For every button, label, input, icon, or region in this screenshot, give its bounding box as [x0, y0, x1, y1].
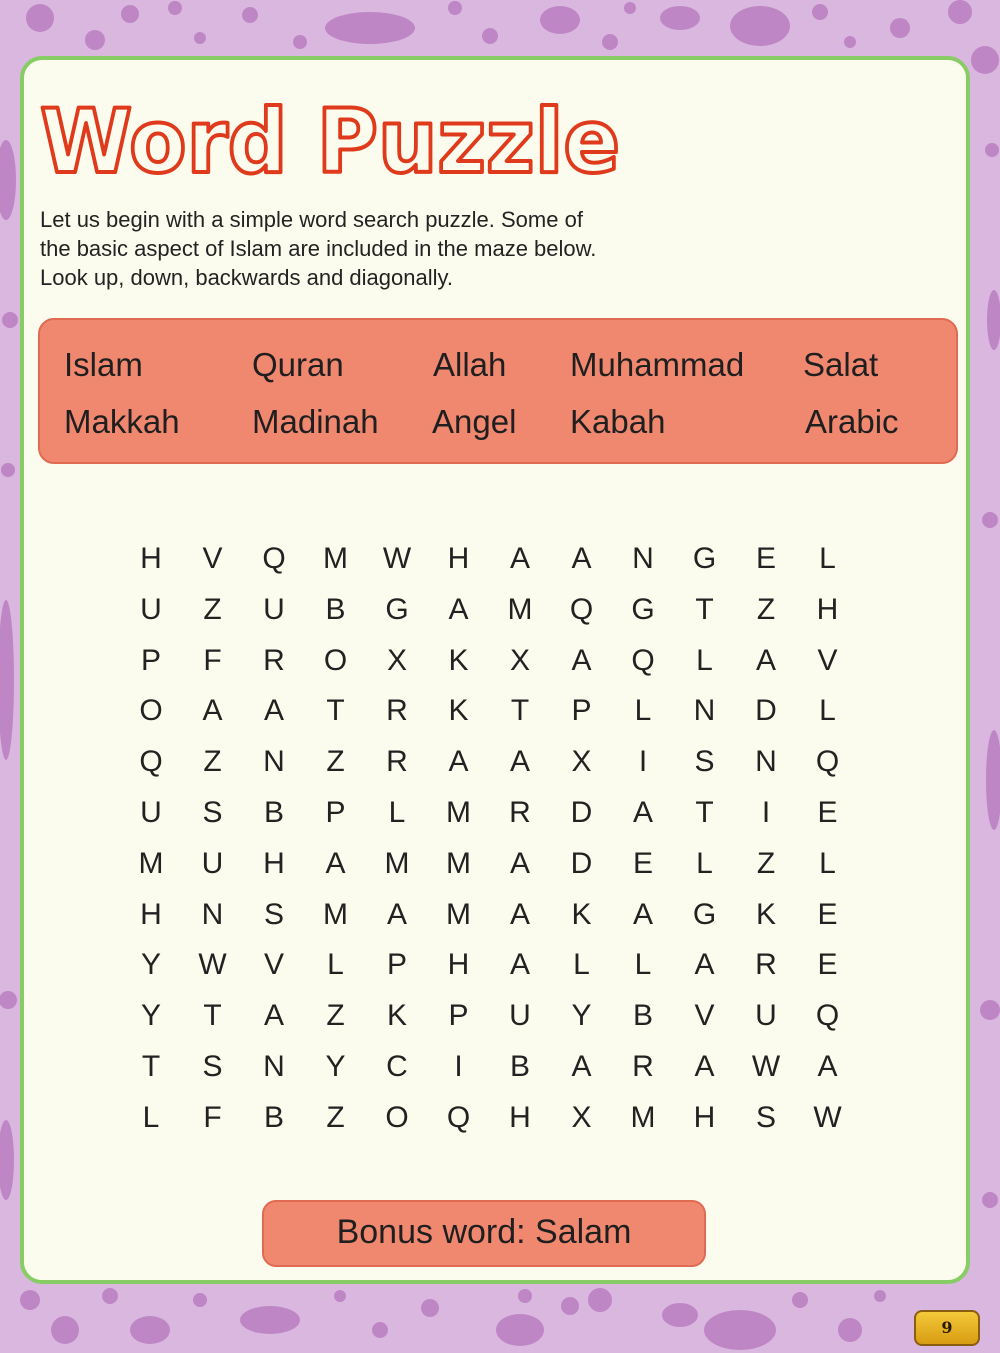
grid-letter[interactable]: K [386, 999, 407, 1033]
grid-letter[interactable]: W [813, 1100, 842, 1134]
grid-letter[interactable]: L [142, 1100, 160, 1134]
grid-letter[interactable]: U [140, 796, 162, 829]
grid-letter[interactable]: N [263, 745, 285, 779]
grid-letter[interactable]: A [694, 1050, 715, 1083]
grid-letter[interactable]: L [634, 694, 652, 728]
grid-letter[interactable]: A [817, 1050, 838, 1083]
grid-letter[interactable]: L [388, 796, 406, 829]
grid-letter[interactable]: A [448, 592, 469, 626]
grid-letter[interactable]: L [634, 948, 652, 982]
grid-letter[interactable]: R [632, 1050, 654, 1083]
grid-letter[interactable]: O [385, 1100, 409, 1134]
grid-letter[interactable]: L [573, 948, 590, 982]
grid-letter[interactable]: I [761, 796, 771, 829]
grid-letter[interactable]: P [571, 694, 592, 728]
bonus-word-text: Bonus word: Salam [336, 1213, 632, 1251]
grid-letter[interactable]: U [140, 592, 162, 626]
grid-letter[interactable]: M [323, 897, 348, 931]
grid-letter[interactable]: Z [756, 592, 776, 626]
grid-letter[interactable]: M [630, 1100, 656, 1134]
grid-letter[interactable]: F [203, 1100, 222, 1134]
grid-letter[interactable]: L [819, 846, 836, 880]
intro-line: Look up, down, backwards and diagonally. [40, 265, 453, 290]
grid-letter[interactable]: U [755, 999, 777, 1033]
grid-letter[interactable]: H [816, 592, 839, 626]
grid-letter[interactable]: W [382, 542, 412, 575]
grid-letter[interactable]: Y [140, 999, 161, 1033]
grid-letter[interactable]: K [448, 643, 469, 677]
word-item: Kabah [570, 403, 666, 440]
grid-letter[interactable]: T [141, 1050, 161, 1083]
grid-letter[interactable]: M [446, 796, 471, 829]
grid-letter[interactable]: H [140, 897, 162, 931]
word-item: Madinah [252, 403, 379, 440]
grid-letter[interactable]: Q [262, 542, 286, 575]
grid-letter[interactable]: X [509, 643, 530, 677]
grid-letter[interactable]: V [694, 999, 715, 1033]
grid-letter[interactable]: Z [203, 592, 222, 626]
grid-letter[interactable]: G [692, 542, 717, 575]
grid-letter[interactable]: R [263, 643, 285, 677]
grid-letter[interactable]: M [507, 592, 533, 626]
grid-letter[interactable]: G [631, 592, 655, 626]
word-item: Allah [433, 346, 507, 383]
grid-letter[interactable]: A [571, 643, 592, 677]
grid-letter[interactable]: Z [756, 846, 776, 880]
word-item: Muhammad [570, 346, 745, 383]
grid-letter[interactable]: E [817, 948, 838, 982]
grid-letter[interactable]: A [694, 948, 715, 982]
grid-letter[interactable]: A [632, 897, 653, 931]
title-text: Word Puzzle [40, 92, 620, 192]
grid-letter[interactable]: N [201, 897, 224, 931]
word-item: Islam [64, 346, 143, 383]
grid-letter[interactable]: D [755, 694, 777, 728]
grid-letter[interactable]: M [446, 897, 471, 931]
grid-letter[interactable]: Z [326, 1100, 345, 1134]
grid-letter[interactable]: S [263, 897, 284, 931]
grid-letter[interactable]: W [751, 1050, 781, 1083]
grid-letter[interactable]: U [201, 846, 224, 880]
grid-letter[interactable]: H [263, 846, 285, 880]
grid-letter[interactable]: T [695, 796, 714, 829]
word-item: Salat [803, 346, 879, 383]
grid-letter[interactable]: I [638, 745, 648, 779]
grid-letter[interactable]: N [263, 1050, 285, 1083]
grid-letter[interactable]: A [202, 694, 223, 728]
grid-letter[interactable]: A [325, 846, 346, 880]
grid-letter[interactable]: X [571, 1100, 592, 1134]
grid-letter[interactable]: T [510, 694, 530, 728]
grid-letter[interactable]: A [509, 542, 530, 575]
grid-letter[interactable]: C [386, 1050, 408, 1083]
grid-letter[interactable]: A [509, 846, 530, 880]
grid-letter[interactable]: A [509, 948, 530, 982]
grid-letter[interactable]: V [202, 542, 223, 575]
grid-letter[interactable]: S [202, 1050, 223, 1083]
grid-letter[interactable]: H [509, 1100, 531, 1134]
grid-letter[interactable]: R [509, 796, 531, 829]
intro-paragraph [40, 205, 700, 292]
grid-letter[interactable]: A [509, 897, 530, 931]
word-item: Arabic [805, 403, 899, 440]
page-title [36, 92, 636, 192]
grid-letter[interactable]: A [571, 1050, 592, 1083]
grid-letter[interactable]: P [325, 796, 346, 829]
grid-letter[interactable]: R [386, 694, 408, 728]
grid-letter[interactable]: Z [326, 999, 345, 1033]
grid-letter[interactable]: X [571, 745, 592, 779]
grid-letter[interactable]: T [203, 999, 222, 1033]
grid-letter[interactable]: A [386, 897, 407, 931]
grid-letter[interactable]: P [448, 999, 469, 1033]
grid-letter[interactable]: M [323, 542, 348, 575]
grid-letter[interactable]: A [263, 999, 284, 1033]
grid-letter[interactable]: G [692, 897, 717, 931]
grid-letter[interactable]: Q [569, 592, 594, 626]
grid-letter[interactable]: B [263, 1100, 284, 1134]
grid-letter[interactable]: R [386, 745, 408, 779]
grid-letter[interactable]: Z [203, 745, 222, 779]
grid-letter[interactable]: S [694, 745, 715, 779]
grid-letter[interactable]: V [263, 948, 284, 982]
grid-letter[interactable]: D [570, 846, 593, 880]
grid-letter[interactable]: H [447, 542, 470, 575]
grid-letter[interactable]: B [632, 999, 653, 1033]
grid-letter[interactable]: A [571, 542, 592, 575]
grid-letter[interactable]: L [819, 542, 836, 575]
grid-letter[interactable]: T [695, 592, 714, 626]
grid-letter[interactable]: P [140, 643, 161, 677]
grid-letter[interactable]: Q [631, 643, 655, 677]
grid-letter[interactable]: A [263, 694, 284, 728]
grid-letter[interactable]: V [817, 643, 838, 677]
grid-letter[interactable]: G [385, 592, 409, 626]
grid-letter[interactable]: Y [140, 948, 161, 982]
grid-letter[interactable]: K [571, 897, 592, 931]
grid-letter[interactable]: M [384, 846, 410, 880]
grid-letter[interactable]: B [509, 1050, 530, 1083]
grid-letter[interactable]: E [632, 846, 653, 880]
grid-letter[interactable]: K [755, 897, 776, 931]
grid-letter[interactable]: R [755, 948, 777, 982]
grid-letter[interactable]: P [386, 948, 407, 982]
grid-letter[interactable]: B [325, 592, 346, 626]
grid-letter[interactable]: I [454, 1050, 463, 1083]
grid-letter[interactable]: D [570, 796, 593, 829]
word-item: Angel [432, 403, 517, 440]
bonus-word-box [262, 1200, 706, 1267]
intro-line: the basic aspect of Islam are included in the maze below. [40, 236, 597, 261]
grid-letter[interactable]: O [323, 643, 348, 677]
word-item: Quran [252, 346, 344, 383]
grid-letter[interactable]: H [140, 542, 162, 575]
word-item: Makkah [64, 403, 180, 440]
grid-letter[interactable]: L [327, 948, 344, 982]
grid-letter[interactable]: B [263, 796, 284, 829]
grid-letter[interactable]: Q [815, 999, 840, 1033]
grid-letter[interactable]: N [755, 745, 777, 779]
grid-letter[interactable]: S [202, 796, 223, 829]
grid-letter[interactable]: Q [446, 1100, 471, 1134]
grid-letter[interactable]: Q [139, 745, 163, 779]
grid-letter[interactable]: E [817, 897, 838, 931]
grid-letter[interactable]: A [448, 745, 469, 779]
grid-letter[interactable]: E [817, 796, 838, 829]
grid-letter[interactable]: O [139, 694, 163, 728]
grid-letter[interactable]: A [509, 745, 530, 779]
grid-letter[interactable]: M [138, 846, 164, 880]
grid-letter[interactable]: H [447, 948, 470, 982]
grid-letter[interactable]: K [448, 694, 469, 728]
intro-line: Let us begin with a simple word search puzzle. Some of [40, 207, 583, 232]
grid-letter[interactable]: F [203, 643, 222, 677]
page-number-badge: 9 [914, 1310, 980, 1346]
grid-letter[interactable]: Y [325, 1050, 346, 1083]
grid-letter[interactable]: L [696, 643, 713, 677]
grid-letter[interactable]: U [263, 592, 285, 626]
grid-letter[interactable]: N [632, 542, 654, 575]
grid-letter[interactable]: N [693, 694, 716, 728]
grid-letter[interactable]: L [696, 846, 713, 880]
grid-letter[interactable]: M [446, 846, 471, 880]
grid-letter[interactable]: H [693, 1100, 716, 1134]
grid-letter[interactable]: E [755, 542, 776, 575]
grid-letter[interactable]: Y [571, 999, 592, 1033]
grid-letter[interactable]: U [509, 999, 531, 1033]
grid-letter[interactable]: A [755, 643, 776, 677]
word-search-grid [120, 534, 860, 1146]
grid-letter[interactable]: X [386, 643, 407, 677]
grid-letter[interactable]: Q [815, 745, 840, 779]
word-list-box [38, 318, 958, 464]
grid-letter[interactable]: A [632, 796, 653, 829]
grid-letter[interactable]: S [755, 1100, 776, 1134]
grid-letter[interactable]: L [819, 694, 836, 728]
grid-letter[interactable]: Z [326, 745, 345, 779]
grid-letter[interactable]: T [326, 694, 345, 728]
grid-letter[interactable]: W [198, 948, 227, 982]
